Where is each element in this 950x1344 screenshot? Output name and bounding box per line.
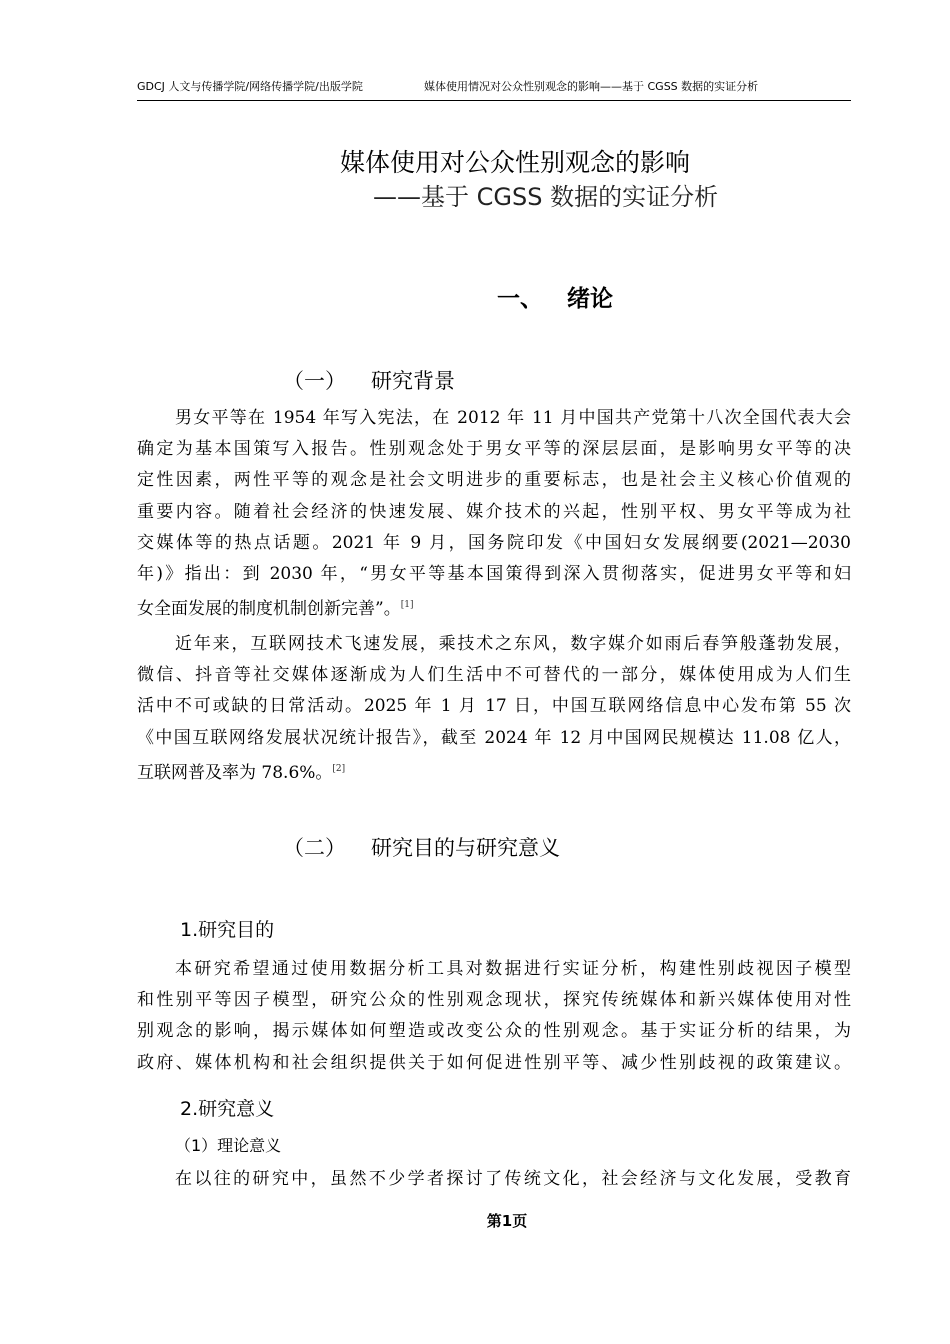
- chapter-title: 绪论: [567, 286, 613, 312]
- paragraph-background-2: [137, 629, 851, 785]
- text-line: 近年来，互联网技术飞速发展，乘技术之东风，数字媒介如雨后春笋般蓬勃发展，: [175, 634, 851, 654]
- page-number: 第1页: [486, 1212, 528, 1230]
- text-line: 活中不可或缺的日常活动。2025 年 1 月 17 日，中国互联网络信息中心发布第 55 次: [137, 696, 851, 717]
- paragraph-theory: [137, 1164, 851, 1195]
- header-rule: [137, 100, 851, 101]
- item-heading-theory: （1）理论意义: [175, 1136, 282, 1155]
- section-number: （二）: [283, 836, 346, 860]
- paper-title: 媒体使用对公众性别观念的影响: [339, 148, 690, 177]
- subsection-heading-purpose: 1.研究目的: [180, 919, 275, 941]
- header-paper-title: 媒体使用情况对公众性别观念的影响——基于 CGSS 数据的实证分析: [424, 80, 759, 93]
- citation-1: [1]: [400, 600, 414, 611]
- text-line: 年)》指出：到 2030 年，“男女平等基本国策得到深入贯彻落实，促进男女平等和妇: [137, 563, 851, 584]
- text-line-with-citation: [137, 590, 851, 621]
- paragraph-background-1: [137, 403, 851, 621]
- paragraph-purpose: [137, 954, 851, 1079]
- text-line: 在以往的研究中，虽然不少学者探讨了传统文化，社会经济与文化发展，受教育: [175, 1169, 851, 1189]
- text-line-content: 互联网普及率为 78.6%。: [137, 762, 333, 783]
- text-line: 政府、媒体机构和社会组织提供关于如何促进性别平等、减少性别歧视的政策建议。: [137, 1052, 851, 1073]
- text-line: 别观念的影响，揭示媒体如何塑造或改变公众的性别观念。基于实证分析的结果，为: [137, 1021, 851, 1042]
- text-line: 男女平等在 1954 年写入宪法，在 2012 年 11 月中国共产党第十八次全国代表大会: [175, 408, 851, 428]
- text-line: 定性因素，两性平等的观念是社会文明进步的重要标志，也是社会主义核心价值观的: [137, 470, 851, 491]
- text-line-content: 女全面发展的制度机制创新完善”。: [137, 599, 401, 620]
- text-line-with-citation: [137, 754, 851, 785]
- subsection-heading-significance: 2.研究意义: [180, 1098, 275, 1120]
- citation-2: [2]: [332, 763, 346, 774]
- chapter-number: 一、: [497, 286, 543, 312]
- paper-subtitle: ——基于 CGSS 数据的实证分析: [373, 183, 719, 211]
- text-line: 本研究希望通过使用数据分析工具对数据进行实证分析，构建性别歧视因子模型: [175, 959, 851, 979]
- text-line: 微信、抖音等社交媒体逐渐成为人们生活中不可替代的一部分，媒体使用成为人们生: [137, 665, 851, 686]
- section-number: （一）: [283, 369, 346, 393]
- text-line: 重要内容。随着社会经济的快速发展、媒介技术的兴起，性别平权、男女平等成为社: [137, 501, 851, 522]
- text-line: 和性别平等因子模型，研究公众的性别观念现状，探究传统媒体和新兴媒体使用对性: [137, 990, 851, 1011]
- section-title: 研究目的与研究意义: [371, 836, 560, 860]
- text-line: 交媒体等的热点话题。2021 年 9 月，国务院印发《中国妇女发展纲要(2021—2030: [137, 532, 851, 553]
- text-line: 确定为基本国策写入报告。性别观念处于男女平等的深层层面，是影响男女平等的决: [137, 439, 851, 460]
- section-title: 研究背景: [371, 369, 455, 393]
- header-institution: GDCJ 人文与传播学院/网络传播学院/出版学院: [137, 80, 363, 93]
- text-line: 《中国互联网络发展状况统计报告》，截至 2024 年 12 月中国网民规模达 11.08 亿人，: [137, 727, 851, 748]
